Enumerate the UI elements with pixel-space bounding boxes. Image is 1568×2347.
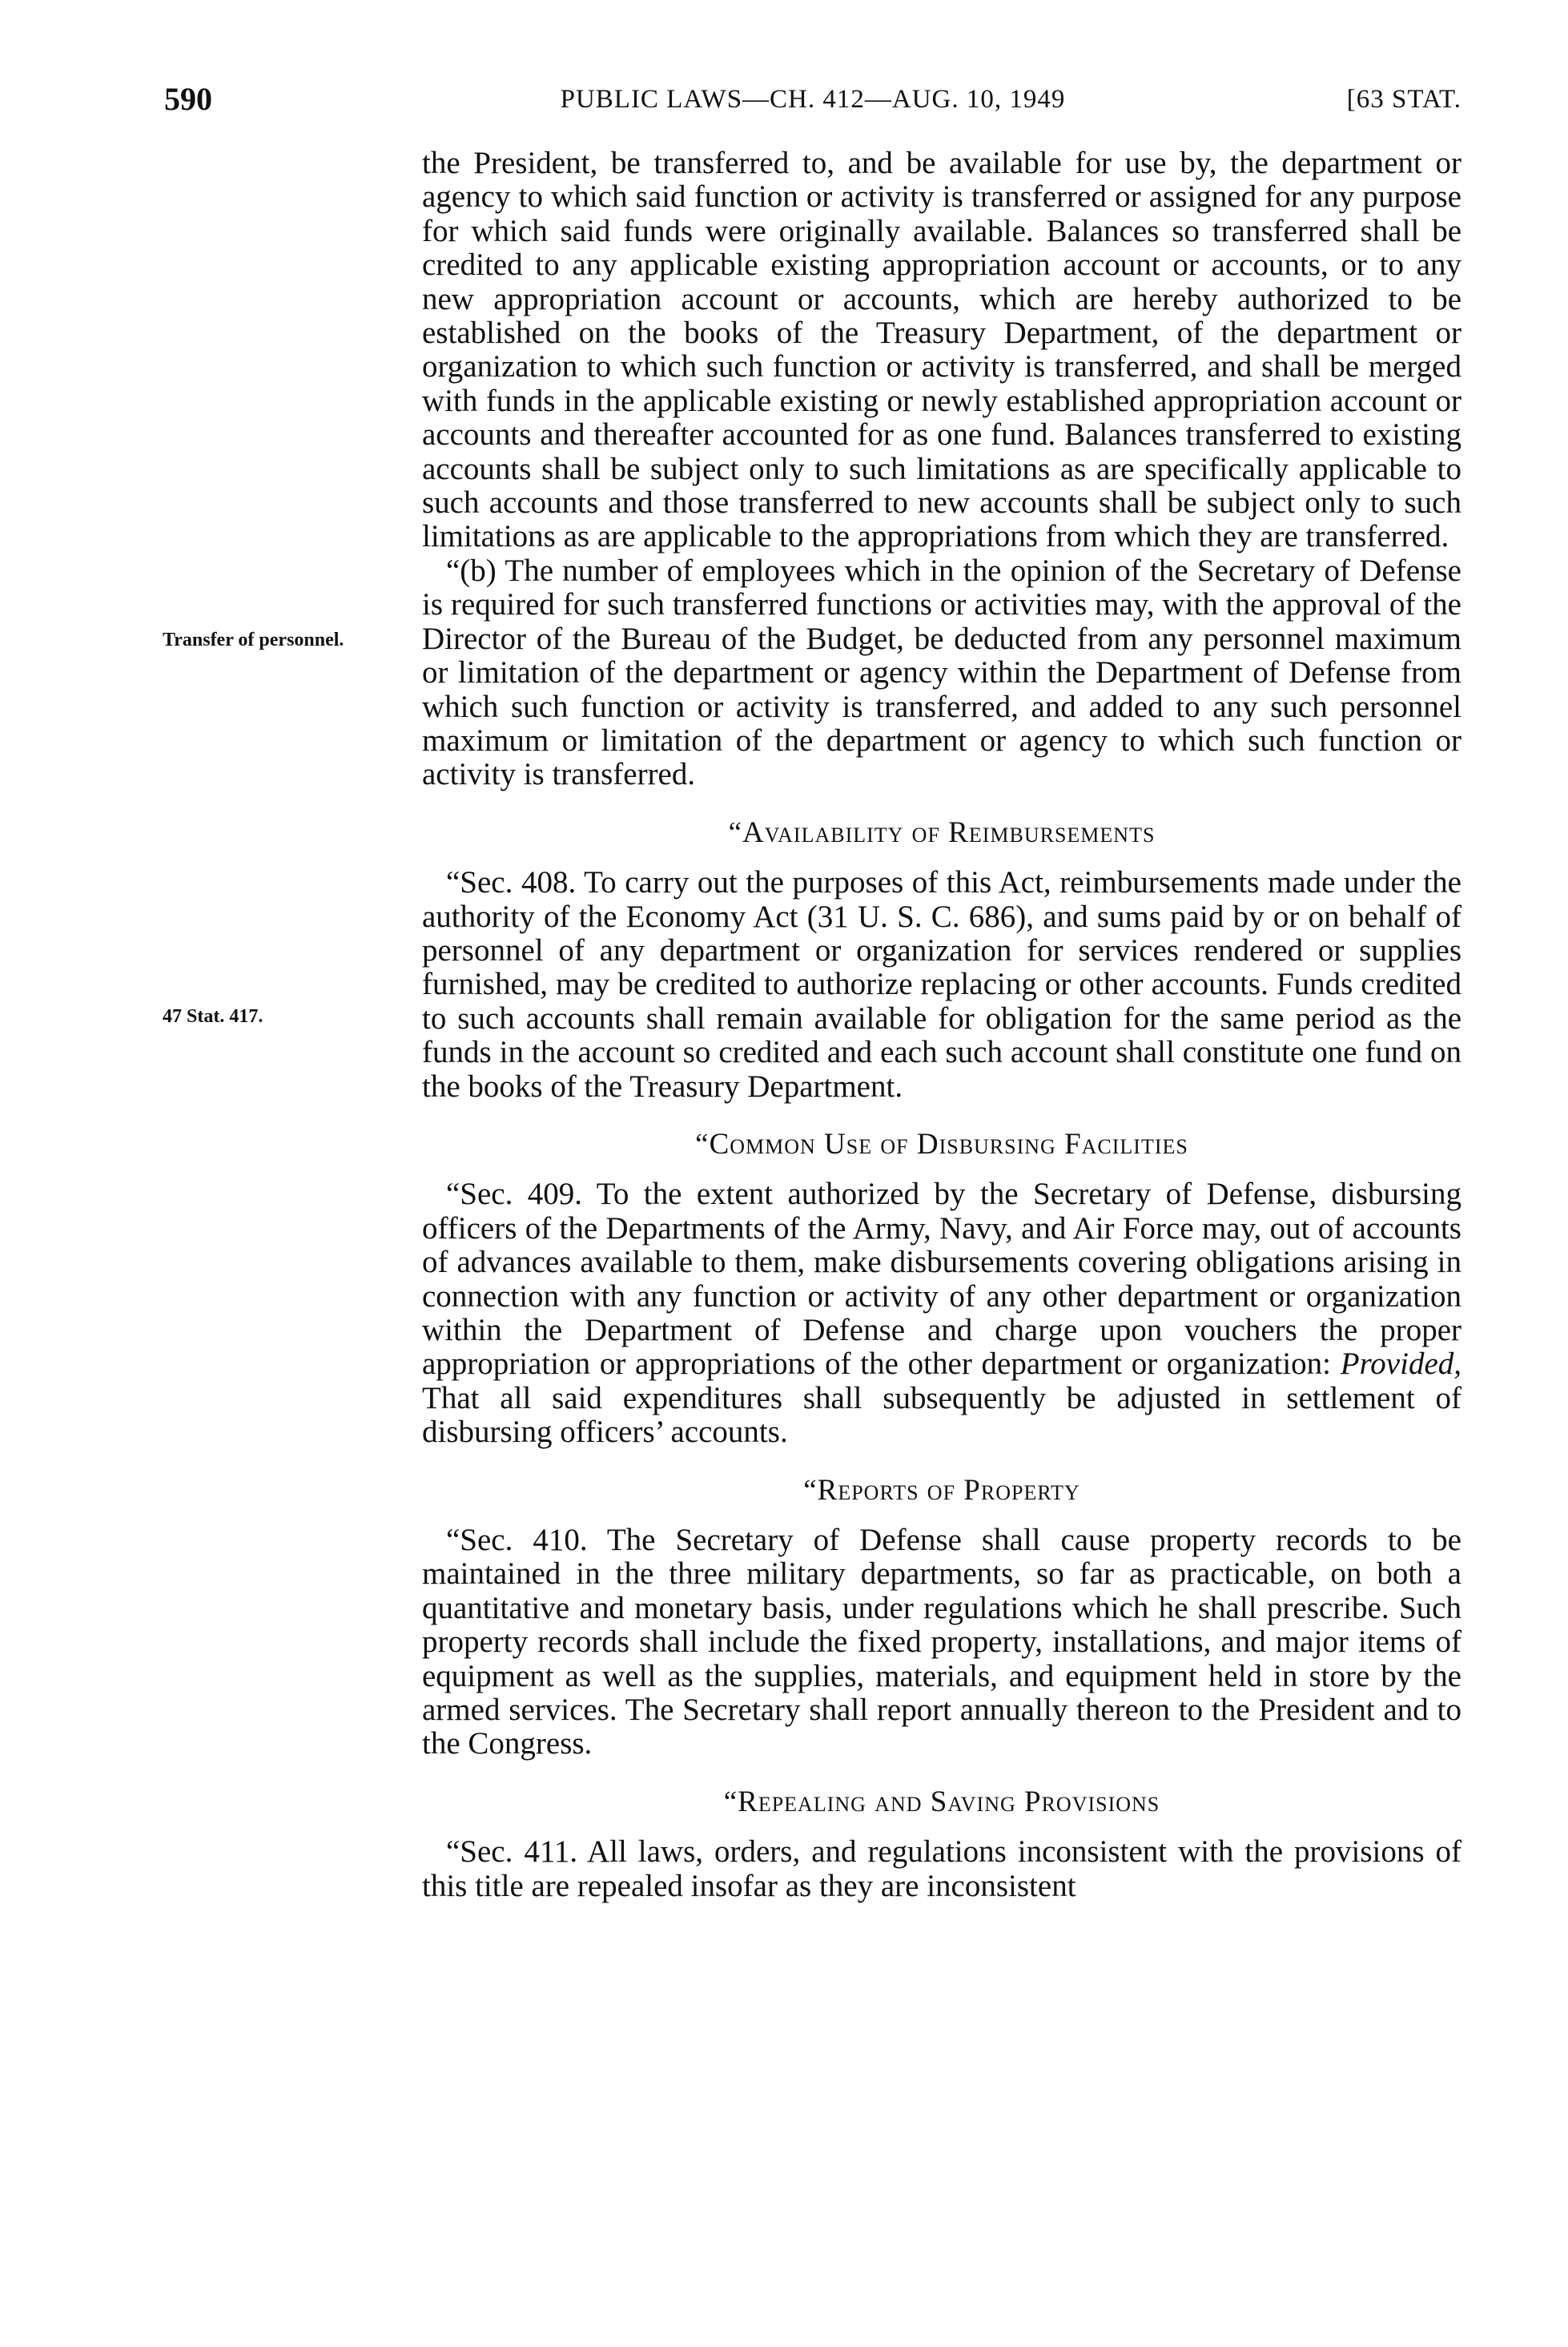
proviso-term: Provided, bbox=[1340, 1347, 1462, 1382]
paragraph-continuation: the President, be transferred to, and be available for use by, the department or agency to which said function or activity is transferred or assigned for any purpose for which said funds were originally available. Balances so transferred shall be credited to any applicable existing appropriation account or accounts, or to any new appropriation account or accounts, which are hereby authorized to be established on the books of the Treasury Department, of the department or organization to which such function or activity is transferred, and shall be merged with funds in the applicable existing or newly established appropriation account or accounts and thereafter accounted for as one fund. Balances transferred to existing accounts shall be subject only to such limitations as are specifically applicable to such accounts and those transferred to new accounts shall be subject only to such limitations as are applicable to the appropriations from which they are transferred. bbox=[422, 146, 1461, 554]
section-411: “Sec. 411. All laws, orders, and regulations inconsistent with the provisions of this title are repealed insofar as they are inconsistent bbox=[422, 1834, 1461, 1903]
section-heading-409: “Common Use of Disbursing Facilities bbox=[695, 1127, 1188, 1161]
section-409-main: “Sec. 409. To the extent authorized by the Secretary of Defense, disbursing officers of the Departments of the Army, Navy, and Air Force may, out of accounts of advances available to them, make disbursements covering obligations arising in connection with any function or activity of any other department or organization within the Department of Defense and charge upon vouchers the proper appropriation or appropriations of the other department or organization: bbox=[422, 1177, 1461, 1382]
body-text bbox=[422, 147, 1461, 1903]
section-409 bbox=[422, 1178, 1461, 1449]
page-header bbox=[164, 80, 1461, 128]
section-heading-408: “Availability of Reimbursements bbox=[728, 815, 1156, 849]
section-heading-410: “Reports of Property bbox=[803, 1473, 1080, 1507]
section-408: “Sec. 408. To carry out the purposes of this Act, reimbursements made under the authority of the Economy Act (31 U. S. C. 686), and sums paid by or on behalf of personnel of any department or organization for services rendered or supplies furnished, may be credited to authorize replacing or other accounts. Funds credited to such accounts shall remain available for obligation for the same period as the funds in the account so credited and each such account shall constitute one fund on the books of the Treasury Department. bbox=[422, 865, 1461, 1104]
section-409-rest: That all said expenditures shall subsequently be adjusted in settlement of disbursing officers’ accounts. bbox=[422, 1380, 1461, 1450]
section-410: “Sec. 410. The Secretary of Defense shall cause property records to be maintained in the three military departments, so far as practicable, on both a quantitative and monetary basis, under regulations which he shall prescribe. Such property records shall include the fixed property, installations, and major items of equipment as well as the supplies, materials, and equipment held in store by the armed services. The Secretary shall report annually thereon to the President and to the Congress. bbox=[422, 1523, 1461, 1761]
margin-note-stat-417: 47 Stat. 417. bbox=[163, 1006, 263, 1027]
section-heading-411: “Repealing and Saving Provisions bbox=[723, 1785, 1160, 1818]
statute-reference: [63 STAT. bbox=[1346, 85, 1461, 114]
running-head: PUBLIC LAWS—CH. 412—AUG. 10, 1949 bbox=[560, 85, 1066, 114]
page-number: 590 bbox=[164, 81, 212, 117]
paragraph-b: “(b) The number of employees which in the opinion of the Secretary of Defense is required for such transferred functions or activities may, with the approval of the Director of the Bureau of the Budget, be deducted from any personnel maximum or limitation of the department or agency within the Department of Defense from which such function or activity is transferred, and added to any such personnel maximum or limitation of the department or agency to which such function or activity is transferred. bbox=[422, 553, 1461, 792]
margin-note-transfer-personnel: Transfer of personnel. bbox=[163, 630, 344, 650]
